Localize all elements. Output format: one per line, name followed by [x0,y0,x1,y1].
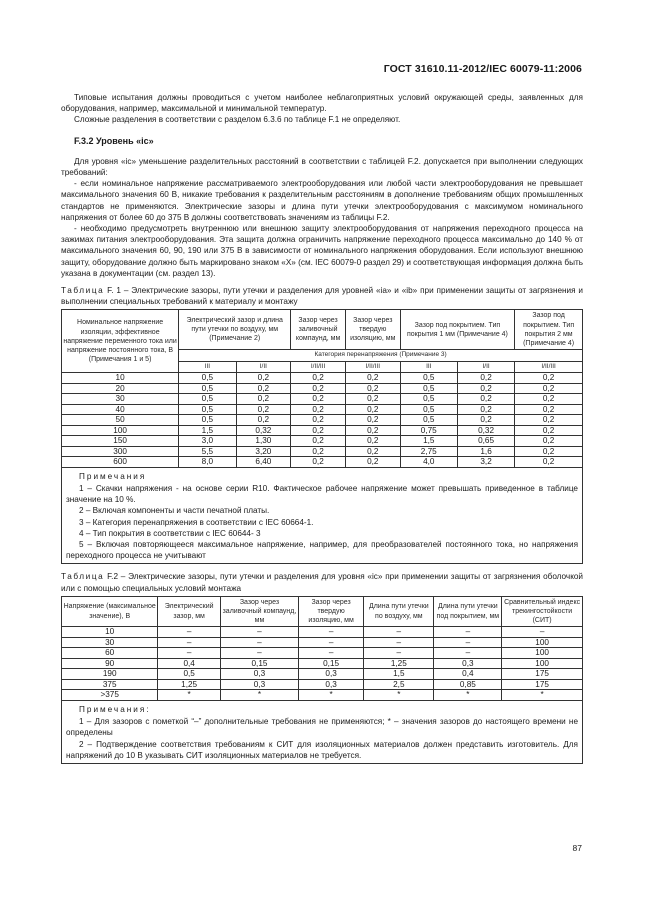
table2-cell: 0,4 [434,669,502,680]
table2-header: Электрический зазор, мм [158,596,221,627]
table1-cell: 8,0 [179,457,236,468]
table1-cell: 0,2 [291,404,346,415]
table2-cell: * [502,690,583,701]
table1-cell: 0,2 [457,415,514,426]
table1-cell: 0,5 [179,404,236,415]
table1-note: 2 – Включая компоненты и части печатной платы. [79,506,270,516]
table2-cell: – [364,637,434,648]
table1-row [62,425,583,436]
table2-header: Зазор через твердую изоляцию, мм [299,596,364,627]
table2-cell: 0,3 [434,658,502,669]
table1-cell: 600 [62,457,179,468]
table1-row [62,404,583,415]
table1-cell: 1,5 [179,425,236,436]
table2-note: 2 – Подтверждение соответствия требованиям к СИТ для изоляционных материалов должен представить изготовитель. Для напряжений до 10 В указывать СИТ изоляционных материалов не требуется. [66,739,578,760]
table2-cell: * [220,690,298,701]
table1-cell: 0,5 [179,394,236,405]
table1-header: Зазор под покрытием. Тип покрытия 2 мм (Примечание 4) [515,310,583,350]
table1-cell: 50 [62,415,179,426]
table1-cell: 0,5 [400,394,457,405]
intro-paragraph: Типовые испытания должны проводиться с учетом наиболее неблагоприятных условий окружающей среды, заявленных для оборудования, например, максимальной и минимальной температур. [61,93,583,114]
table2-cell: 0,3 [299,679,364,690]
table2-cell: 0,3 [220,669,298,680]
table1-cell: 5,5 [179,446,236,457]
table2-cell: 0,3 [220,679,298,690]
table2-row [62,648,583,659]
table2-header: Длина пути утечки под покрытием, мм [434,596,502,627]
table1-body [62,373,583,468]
table1-cell: 6,40 [236,457,291,468]
table1-cell: 0,2 [457,404,514,415]
table2-header: Длина пути утечки по воздуху, мм [364,596,434,627]
table2-cell: – [220,627,298,638]
table1-caption-word: Таблица [61,286,105,296]
table2-cell: 100 [502,648,583,659]
table2-cell: * [158,690,221,701]
table1-cell: 0,2 [515,373,583,384]
table2-cell: 190 [62,669,158,680]
table2-row [62,637,583,648]
table2-cell: 2,5 [364,679,434,690]
table2-cell: 0,3 [299,669,364,680]
table2-cell: 175 [502,669,583,680]
table1-row [62,457,583,468]
table1-category: III [179,361,236,373]
table1-caption [61,285,583,307]
table2-cell: * [364,690,434,701]
table1-category: I/II/III [345,361,400,373]
table1-row [62,436,583,447]
table1-cell: 0,2 [515,425,583,436]
table1-category: I/II/III [291,361,346,373]
table1-cell: 0,5 [179,415,236,426]
table1-cell: 1,6 [457,446,514,457]
table1-cell: 0,2 [515,415,583,426]
table1-cell: 150 [62,436,179,447]
table1-cell: 0,75 [400,425,457,436]
table1-cell: 0,2 [345,383,400,394]
table2-cell: – [158,627,221,638]
table2-notes-row [62,700,583,763]
table2-header: Напряжение (максимальное значение), В [62,596,158,627]
table1-cell: 0,2 [345,425,400,436]
section-paragraph: - необходимо предусмотреть внутреннюю или внешнюю защиту электрооборудования от напряжения переходного процесса на зажимах питания электрооборудования. Эта защита должна ограничить напряжение переходного процесса максимально до 140 % от максимального значения 60, 90, 190 или 375 В в зависимости от номинального напряжения оборудования. Если используют внешнюю защиту, оборудование должно быть маркировано знаком «X» (см. IEC 60079-0 раздел 29) и соответствующая информация должна быть указана в документации (см. раздел 13). [61,224,583,278]
section-paragraph: Для уровня «ic» уменьшение разделительных расстояний в соответствии с таблицей F.2. допускается при выполнении следующих требований: [61,156,583,178]
table2-row [62,627,583,638]
page-content [61,92,583,764]
table1-cell: 0,2 [291,394,346,405]
table1-cell: 0,2 [236,373,291,384]
table2-row [62,658,583,669]
table2-cell: – [364,648,434,659]
table1-cell: 0,2 [236,404,291,415]
standard-code: ГОСТ 31610.11-2012/IEC 60079-11:2006 [383,63,582,75]
table1-category: I/II/III [515,361,583,373]
table1-cell: 0,2 [345,415,400,426]
table1-cell: 0,2 [291,457,346,468]
table1-category: I/II [236,361,291,373]
table1-header: Электрический зазор и длина пути утечки по воздуху, мм (Примечание 2) [179,310,291,350]
table1-cell: 0,5 [400,373,457,384]
table2-cell: * [299,690,364,701]
table1-cell: 0,2 [457,394,514,405]
table1-cell: 0,2 [345,394,400,405]
table2-cell: 90 [62,658,158,669]
table1-cell: 0,32 [236,425,291,436]
table2-cell: 0,15 [220,658,298,669]
table1-cell: 1,5 [400,436,457,447]
table2-caption [61,571,583,593]
table1-notes-row [62,467,583,564]
table1-header: Номинальное напряжение изоляции, эффективное напряжение переменного тока или напряжение постоянного тока, В (Примечания 1 и 5) [62,310,179,373]
table1-row [62,446,583,457]
table2-cell: – [220,648,298,659]
table2-cell: 0,15 [299,658,364,669]
table1-cell: 10 [62,373,179,384]
table1-cell: 0,5 [179,373,236,384]
table1-category: III [400,361,457,373]
table2-cell: * [434,690,502,701]
table1-cell: 0,5 [400,415,457,426]
table2-header: Зазор через заливочный компаунд, мм [220,596,298,627]
table1-cell: 0,2 [291,373,346,384]
table1-cell: 0,2 [457,373,514,384]
table1-category-header: Категория перенапряжения (Примечание 3) [179,350,583,362]
table1-cell: 3,20 [236,446,291,457]
table2-cell: – [299,627,364,638]
table1-cell: 3,2 [457,457,514,468]
table1-row [62,394,583,405]
table1-cell: 0,65 [457,436,514,447]
table1-header: Зазор под покрытием. Тип покрытия 1 мм (Примечание 4) [400,310,515,350]
table1-notes-title: Примечания [79,471,147,481]
table2-caption-text: F.2 – Электрические зазоры, пути утечки и разделения для уровня «ic» при применении защиты от загрязнения оболочкой или с помощью специальных условий монтажа [61,572,583,593]
table1-row [62,415,583,426]
table1-cell: 0,2 [457,383,514,394]
table1-cell: 40 [62,404,179,415]
table2-cell: 0,5 [158,669,221,680]
table1-cell: 0,2 [291,436,346,447]
table1-cell: 0,2 [345,436,400,447]
table1-cell: 0,2 [236,415,291,426]
table1-cell: 0,2 [515,436,583,447]
table2-header-row [62,596,583,627]
table2-cell: – [299,648,364,659]
table1-category: I/II [457,361,514,373]
table1-cell: 0,2 [291,425,346,436]
table1-cell: 0,2 [345,373,400,384]
table2-cell: 30 [62,637,158,648]
table1-cell: 2,75 [400,446,457,457]
table1-cell: 0,5 [400,404,457,415]
table2-cell: 175 [502,679,583,690]
table2-cell: 1,5 [364,669,434,680]
table2-row [62,669,583,680]
table1-cell: 0,32 [457,425,514,436]
table2-caption-word: Таблица [61,572,105,582]
table2-cell: 100 [502,637,583,648]
table1-cell: 300 [62,446,179,457]
table2-notes [62,700,583,763]
table1-notes [62,467,583,564]
table2-cell: 375 [62,679,158,690]
table1-note: 4 – Тип покрытия в соответствии с IEC 60644- 3 [79,528,261,538]
intro-paragraph: Сложные разделения в соответствии с разделом 6.3.6 по таблице F.1 не определяют. [74,115,401,125]
table2-cell: – [220,637,298,648]
table1-cell: 30 [62,394,179,405]
table2-cell: – [364,627,434,638]
table2-cell: – [158,637,221,648]
section-title: F.3.2 Уровень «ic» [74,135,154,146]
table1-note: 1 – Скачки напряжения - на основе серии R10. Фактическое рабочее напряжение может превышать приведенное в таблице значение на 10 %. [66,483,578,505]
table1-cell: 0,5 [179,383,236,394]
table1-cell: 0,2 [345,457,400,468]
table1-cell: 0,2 [291,383,346,394]
table1-header: Зазор через заливочный компаунд, мм [291,310,346,350]
table1-cell: 0,2 [236,383,291,394]
table2-cell: 0,4 [158,658,221,669]
table2-cell: – [434,637,502,648]
table1-cell: 3,0 [179,436,236,447]
table2-notes-title: Примечания: [79,704,151,714]
table1-cell: 0,2 [515,394,583,405]
table2-cell: 1,25 [364,658,434,669]
table2-cell: 0,85 [434,679,502,690]
table1-cell: 1,30 [236,436,291,447]
table2-cell: – [299,637,364,648]
table1-caption-text: F. 1 – Электрические зазоры, пути утечки и разделения для уровней «ia» и «ib» при применении защиты от загрязнения и выполнении специальных требований к материалу и монтажу [61,286,583,307]
table2-header: Сравнительный индекс трекингостойкости (СИТ) [502,596,583,627]
table1-cell: 20 [62,383,179,394]
table1-cell: 0,2 [291,446,346,457]
table2-body [62,627,583,701]
table-f1 [61,309,583,564]
table1-row [62,373,583,384]
table2-row [62,679,583,690]
table2-cell: >375 [62,690,158,701]
table1-row [62,383,583,394]
table1-cell: 0,2 [515,404,583,415]
table2-cell: 100 [502,658,583,669]
table1-note: 3 – Категория перенапряжения в соответствии с IEC 60664-1. [79,517,314,527]
section-paragraph: - если номинальное напряжение рассматриваемого электрооборудования или любой части электрооборудования не превышает максимального значения 60 В, никакие требования к разделительным расстояниям в дополнение требованиям общих промышленных стандартов не применяются. Электрические зазоры и длина пути утечки электрооборудования с максимумом номинального напряжения от более 60 до 375 В должны соответствовать значениям из таблицы F.2. [61,179,583,222]
table1-header: Зазор через твердую изоляцию, мм [345,310,400,350]
table1-header-row [62,310,583,350]
table2-cell: – [502,627,583,638]
table1-cell: 4,0 [400,457,457,468]
table2-cell: 60 [62,648,158,659]
table-f2 [61,596,583,764]
table1-cell: 0,2 [291,415,346,426]
table1-cell: 0,2 [515,457,583,468]
table2-cell: 1,25 [158,679,221,690]
table1-cell: 0,5 [400,383,457,394]
table2-cell: 10 [62,627,158,638]
table1-cell: 100 [62,425,179,436]
table1-cell: 0,2 [236,394,291,405]
table2-cell: – [158,648,221,659]
table1-cell: 0,2 [515,383,583,394]
table2-note: 1 – Для зазоров с пометкой “–” дополнительные требования не применяются; * – значения зазоров до настоящего времени не определены [66,717,578,738]
table1-cell: 0,2 [345,446,400,457]
table1-cell: 0,2 [515,446,583,457]
table2-row [62,690,583,701]
table1-note: 5 – Включая повторяющееся максимальное напряжение, например, для преобразователей постоянного тока, но напряжения переходного процесса не учитывают [66,539,578,561]
table2-cell: – [434,627,502,638]
table2-cell: – [434,648,502,659]
page-number: 87 [572,843,582,853]
table1-cell: 0,2 [345,404,400,415]
